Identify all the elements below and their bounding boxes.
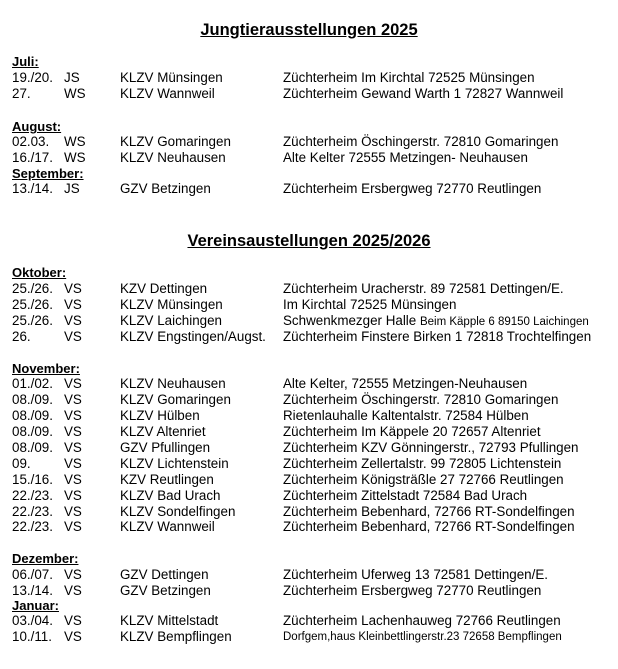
month-heading-januar: Januar: [12,598,59,613]
entry-club: GZV Betzingen [120,181,211,196]
list-item [0,376,618,392]
list-item [0,519,618,535]
entry-type: VS [64,376,82,391]
entry-club: KLZV Bempflingen [120,629,232,644]
list-item [0,297,618,313]
entry-date: 08./09. [12,440,53,455]
entry-date: 25./26. [12,297,53,312]
month-heading-september: September: [12,166,84,181]
club-shows-title: Vereinsaustellungen 2025/2026 [187,232,431,250]
list-item [0,150,618,166]
entry-club: KLZV Engstingen/Augst. [120,329,266,344]
entry-date: 19./20. [12,70,53,85]
entry-club: KLZV Gomaringen [120,392,231,407]
entry-date: 22./23. [12,504,53,519]
list-item [0,424,618,440]
entry-date: 06./07. [12,567,53,582]
entry-date: 01./02. [12,376,53,391]
entry-type: VS [64,583,82,598]
entry-place: Züchterheim Zittelstadt 72584 Bad Urach [283,488,528,503]
entry-club: KLZV Münsingen [120,297,223,312]
entry-date: 16./17. [12,150,53,165]
entry-place: Züchterheim Ersbergweg 72770 Reutlingen [283,181,542,196]
entry-type: JS [64,70,80,85]
entry-date: 25./26. [12,313,53,328]
month-heading-august: August: [12,119,62,134]
entry-place: Züchterheim Uferweg 13 72581 Dettingen/E. [283,567,548,582]
entry-type: VS [64,456,82,471]
list-item [0,281,618,297]
entry-date: 25./26. [12,281,53,296]
list-item [0,329,618,345]
entry-date: 10./11. [12,629,52,644]
entry-place: Züchterheim Zellertalstr. 99 72805 Lichtenstein [283,456,562,471]
entry-club: KLZV Laichingen [120,313,222,328]
entry-date: 27. [12,86,31,101]
month-heading-oktober: Oktober: [12,265,67,280]
entry-club: KLZV Münsingen [120,70,223,85]
entry-club: KLZV Neuhausen [120,376,226,391]
entry-type: VS [64,392,82,407]
entry-date: 03./04. [12,613,53,628]
list-item [0,613,618,629]
entry-type: VS [64,504,82,519]
entry-club: KLZV Mittelstadt [120,613,219,628]
entry-place: Züchterheim Öschingerstr. 72810 Gomaringen [283,134,559,149]
junior-shows-title: Jungtierausstellungen 2025 [200,21,418,39]
entry-club: KLZV Wannweil [120,86,215,101]
entry-club: KLZV Bad Urach [120,488,221,503]
entry-club: KLZV Altenriet [120,424,206,439]
entry-place: Züchterheim Uracherstr. 89 72581 Dettingen/E. [283,281,564,296]
list-item [0,392,618,408]
entry-date: 02.03. [12,134,50,149]
entry-club: KLZV Sondelfingen [120,504,236,519]
entry-type: VS [64,313,82,328]
entry-place: Züchterheim Ersbergweg 72770 Reutlingen [283,583,542,598]
entry-type: VS [64,408,82,423]
entry-date: 15./16. [12,472,53,487]
entry-date: 09. [12,456,31,471]
entry-type: VS [64,519,82,534]
entry-type: VS [64,281,82,296]
entry-type: VS [64,488,82,503]
month-heading-november: November: [12,361,80,376]
list-item [0,504,618,520]
entry-date: 22./23. [12,488,53,503]
entry-place: Züchterheim KZV Gönningerstr., 72793 Pfullingen [283,440,579,455]
entry-date: 22./23. [12,519,53,534]
entry-place [283,313,589,330]
entry-place: Züchterheim Finstere Birken 1 72818 Trochtelfingen [283,329,592,344]
list-item [0,629,618,645]
entry-club: KLZV Neuhausen [120,150,226,165]
entry-club: GZV Pfullingen [120,440,211,455]
list-item [0,70,618,86]
entry-type: WS [64,86,86,101]
entry-club: KLZV Hülben [120,408,200,423]
entry-type: VS [64,613,82,628]
list-item [0,134,618,150]
entry-place: Alte Kelter 72555 Metzingen- Neuhausen [283,150,528,165]
entry-date: 26. [12,329,31,344]
entry-place: Im Kirchtal 72525 Münsingen [283,297,457,312]
entry-place: Rietenlauhalle Kaltentalstr. 72584 Hülben [283,408,529,423]
list-item [0,583,618,599]
entry-club: GZV Betzingen [120,583,211,598]
list-item [0,456,618,472]
entry-club: GZV Dettingen [120,567,209,582]
entry-club: KLZV Lichtenstein [120,456,229,471]
entry-type: JS [64,181,80,196]
list-item [0,567,618,583]
list-item [0,181,618,197]
list-item [0,313,618,329]
entry-type: VS [64,297,82,312]
entry-place: Züchterheim Bebenhard, 72766 RT-Sondelfingen [283,519,575,534]
entry-place: Züchterheim Lachenhauweg 72766 Reutlingen [283,613,561,628]
entry-date: 08./09. [12,424,53,439]
entry-date: 08./09. [12,408,53,423]
entry-date: 13./14. [12,181,53,196]
entry-type: VS [64,329,82,344]
entry-place: Züchterheim Königsträßle 27 72766 Reutlingen [283,472,564,487]
entry-place-main: Schwenkmezger Halle [283,313,417,328]
entry-club: KLZV Wannweil [120,519,215,534]
entry-club: KZV Dettingen [120,281,208,296]
entry-place: Züchterheim Öschingerstr. 72810 Gomaringen [283,392,559,407]
list-item [0,488,618,504]
month-heading-juli: Juli: [12,54,39,69]
list-item [0,86,618,102]
entry-date: 08./09. [12,392,53,407]
entry-club: KZV Reutlingen [120,472,214,487]
entry-type: WS [64,150,86,165]
list-item [0,408,618,424]
entry-type: WS [64,134,86,149]
entry-place: Züchterheim Im Kirchtal 72525 Münsingen [283,70,535,85]
entry-place-detail: Beim Käpple 6 89150 Laichingen [419,316,589,328]
entry-place: Züchterheim Gewand Warth 1 72827 Wannweil [283,86,564,101]
entry-type: VS [64,424,82,439]
entry-type: VS [64,440,82,455]
entry-place: Züchterheim Bebenhard, 72766 RT-Sondelfingen [283,504,575,519]
list-item [0,440,618,456]
entry-type: VS [64,629,82,644]
entry-club: KLZV Gomaringen [120,134,231,149]
entry-place: Züchterheim Im Käppele 20 72657 Altenriet [283,424,541,439]
entry-type: VS [64,472,82,487]
entry-place: Dorfgem,haus Kleinbettlingerstr.23 72658 Bempflingen [283,631,562,643]
entry-type: VS [64,567,82,582]
entry-place: Alte Kelter, 72555 Metzingen-Neuhausen [283,376,528,391]
list-item [0,472,618,488]
month-heading-dezember: Dezember: [12,551,79,566]
entry-date: 13./14. [12,583,53,598]
